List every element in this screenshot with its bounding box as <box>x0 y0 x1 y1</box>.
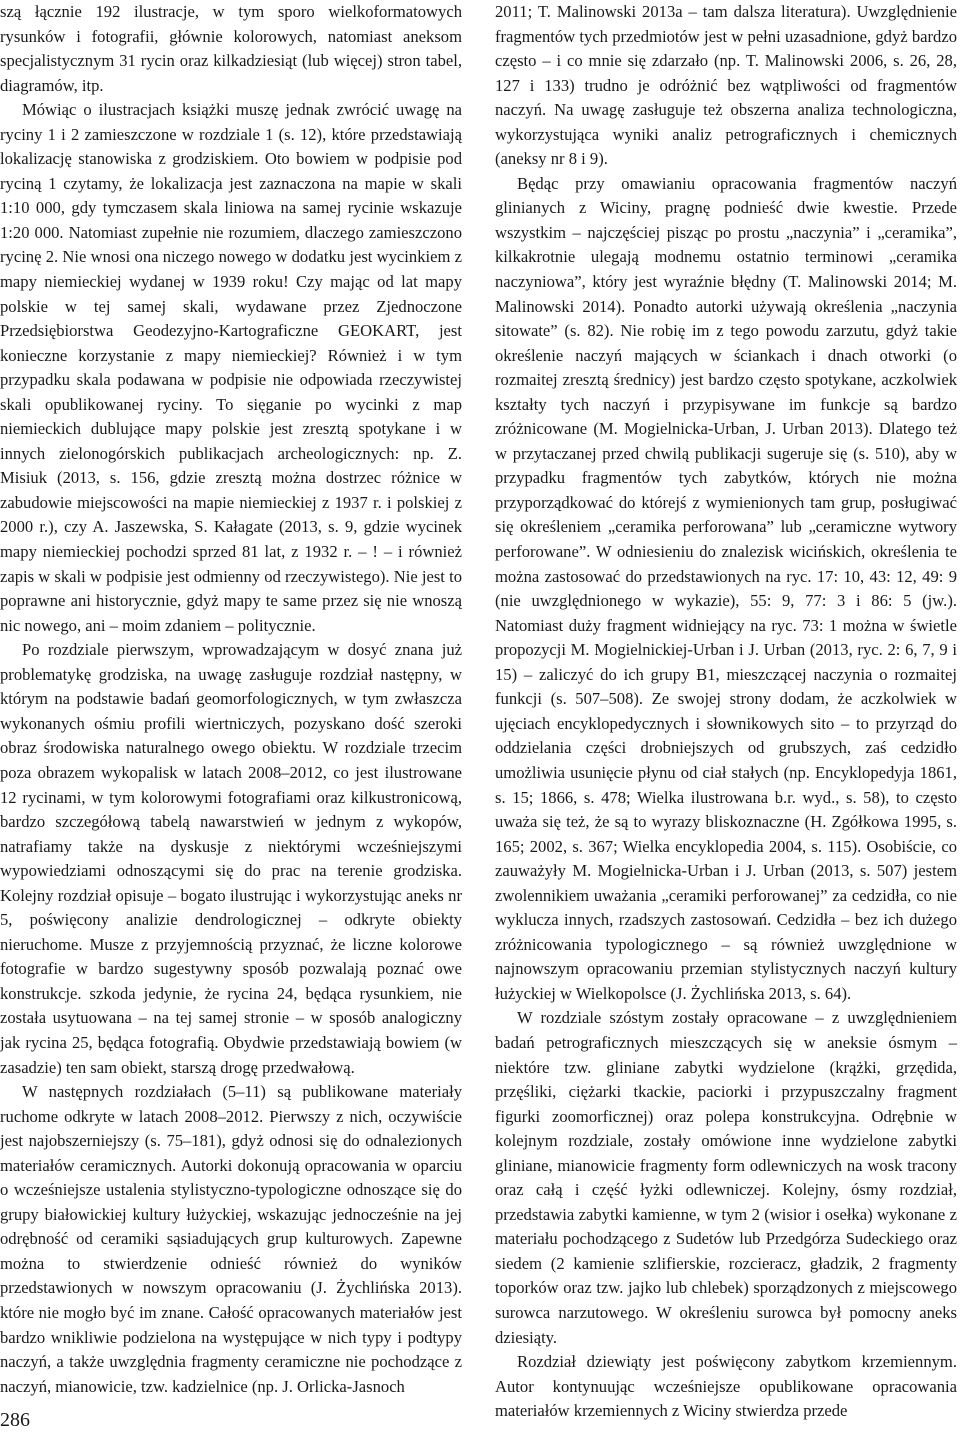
paragraph: szą łącznie 192 ilustracje, w tym sporo wielkoformatowych rysunków i fotografii, głównie kolorowych, natomiast aneksom specjalistycznym 31 rycin oraz kilkadziesiąt (lub więcej) stron tabel, diagramów, itp. <box>0 2 462 95</box>
paragraph: Mówiąc o ilustracjach książki muszę jednak zwrócić uwagę na ryciny 1 i 2 zamieszczone w rozdziale 1 (s. 12), które przedstawiają lokalizację stanowiska z grodziskiem. Oto bowiem w podpisie pod ryciną 1 czytamy, że lokalizacja jest zaznaczona na mapie w skali 1:10 000, gdy tymczasem skala liniowa na samej rycinie wskazuje 1:20 000. Natomiast zupełnie nie rozumiem, dlaczego zamieszczono rycinę 2. Nie wnosi ona niczego nowego w dodatku jest wycinkiem z mapy niemieckiej wydanej w 1939 roku! Czy mając od lat mapy polskie w tej samej skali, wydawane przez Zjednoczone Przedsiębiorstwa Geodezyjno-Kartograficzne GEOKART, jest konieczne korzystanie z mapy niemieckiej? Również i w tym przypadku skala podawana w podpisie nie odpowiada rzeczywistej skali opublikowanej ryciny. To sięganie po wycinki z map niemieckich dublujące mapy polskie jest zresztą spotykane i w innych zielonogórskich publikacjach archeologicznych: np. Z. Misiuk (2013, s. 156, gdzie zresztą można dostrzec różnice w zabudowie miejscowości na mapie niemieckiej z 1937 r. i polskiej z 2000 r.), czy A. Jaszewska, S. Kałagate (2013, s. 9, gdzie wycinek mapy niemieckiej pochodzi sprzed 81 lat, z 1932 r. – ! – i również zapis w skali w podpisie jest odmienny od rzeczywistego). Nie jest to poprawne ani historycznie, gdyż mapy te same przez się nie wnoszą nic nowego, ani – moim zdaniem – politycznie. <box>0 100 462 635</box>
paragraph: Po rozdziale pierwszym, wprowadzającym w dosyć znana już problematykę grodziska, na uwagę zasługuje rozdział następny, w którym na podstawie badań geomorfologicznych, w tym zwłaszcza wykonanych ośmiu profili wiertniczych, pozyskano dość szeroki obraz środowiska naturalnego owego obiektu. W rozdziale trzecim poza obrazem wykopalisk w latach 2008–2012, co jest ilustrowane 12 rycinami, w tym kolorowymi fotografiami oraz kilkustronicową, bardzo szczegółową tabelą nawarstwień w jednym z wykopów, natrafiamy także na dyskusje z niektórymi wcześniejszymi wypowiedziami odnoszącymi się do prac na terenie grodziska. Kolejny rozdział opisuje – bogato ilustrując i wykorzystując aneks nr 5, poświęcony analizie dendrologicznej – odkryte obiekty nieruchome. Musze z przyjemnością przyznać, że liczne kolorowe fotografie w bardzo sugestywny sposób pozwalają poznać owe konstrukcje. szkoda jedynie, że rycina 24, będąca rysunkiem, nie została usytuowana – na tej samej stronie – w sposób analogiczny jak rycina 25, będąca fotografią. Obydwie przedstawiają bowiem (w zasadzie) ten sam obiekt, starszą drogę przedwałową. <box>0 640 462 1077</box>
page-number: 286 <box>0 1409 30 1431</box>
right-text-column <box>495 0 957 1424</box>
paragraph: 2011; T. Malinowski 2013a – tam dalsza literatura). Uwzględnienie fragmentów tych przedmiotów jest w pełni uzasadnione, gdyż bardzo często – i co mnie się zdarzało (np. T. Malinowski 2006, s. 26, 28, 127 i 133) trudno je odróżnić bez wątpliwości od fragmentów naczyń. Na uwagę zasługuje też obszerna analiza technologiczna, wykorzystująca wyniki analiz petrograficznych i chemicznych (aneksy nr 8 i 9). <box>495 2 957 169</box>
paragraph: W następnych rozdziałach (5–11) są publikowane materiały ruchome odkryte w latach 2008–2012. Pierwszy z nich, oczywiście jest najobszerniejszy (s. 75–181), gdyż odnosi się do odnalezionych materiałów ceramicznych. Autorki dokonują opracowania w oparciu o wcześniejsze ustalenia stylistyczno-typologiczne odnoszące się do grupy białowickiej kultury łużyckiej, wskazując jednocześnie na jej odrębność od ceramiki sąsiadujących grup kulturowych. Zapewne można to stwierdzenie odnieść również do wyników przedstawionych w nowszym opracowaniu (J. Żychlińska 2013). które nie mogło być im znane. Całość opracowanych materiałów jest bardzo wnikliwie podzielona na występujące w nich typy i podtypy naczyń, a także uwzględnia fragmenty ceramiczne nie pochodzące z naczyń, mianowicie, tzw. kadzielnice (np. J. Orlicka-Jasnoch <box>0 1082 462 1396</box>
left-text-column <box>0 0 462 1399</box>
paragraph: Będąc przy omawianiu opracowania fragmentów naczyń glinianych z Wiciny, pragnę podnieść dwie kwestie. Przede wszystkim – najczęściej pisząc po prostu „naczynia” i „ceramika”, kilkakrotnie ulegają modnemu ostatnio terminowi „ceramika naczyniowa”, który jest wyraźnie błędny (T. Malinowski 2014; M. Malinowski 2014). Ponadto autorki używają określenia „naczynia sitowate” (s. 82). Nie robię im z tego powodu zarzutu, gdyż takie określenie naczyń mających w ściankach i dnach otworki (o rozmaitej zresztą średnicy) jest bardzo często spotykane, aczkolwiek kształty tych naczyń i przypisywane im funkcje są bardzo zróżnicowane (M. Mogielnicka-Urban, J. Urban 2013). Dlatego też w przytaczanej przed chwilą publikacji sugeruje się (s. 510), aby w przypadku fragmentów tych zabytków, których nie można przyporządkować do którejś z wymienionych tam grup, posługiwać się określeniem „ceramika perforowana” lub „ceramiczne wytwory perforowane”. W odniesieniu do znalezisk wicińskich, określenia te można zastosować do przedstawionych na ryc. 17: 10, 43: 12, 49: 9 (nie uwzględnionego w wykazie), 55: 9, 77: 3 i 86: 5 (jw.). Natomiast duży fragment widniejący na ryc. 73: 1 można w świetle propozycji M. Mogielnickiej-Urban i J. Urban (2013, ryc. 2: 6, 7, 9 i 15) – zaliczyć do ich grupy B1, mieszczącej naczynia o rozmaitej funkcji (s. 507–508). Ze swojej strony dodam, że aczkolwiek w ujęciach encyklopedycznych i słownikowych sito – to przyrząd do oddzielania części drobniejszych od grubszych, zaś cedzidło umożliwia usunięcie płynu od ciał stałych (np. Encyklopedyja 1861, s. 15; 1866, s. 478; Wielka ilustrowana b.r. wyd., s. 58), to często uważa się też, że są to wyrazy bliskoznaczne (H. Zgółkowa 1995, s. 165; 2002, s. 367; Wielka encyklopedia 2004, s. 115). Osobiście, co zauważyły M. Mogielnicka-Urban i J. Urban (2013, s. 507) jestem zwolennikiem uważania „ceramiki perforowanej” za cedzidła, co nie wyklucza innych, rzadszych zastosowań. Cedzidła – bez ich dużego zróżnicowania typologicznego – są również uwzględnione w najnowszym opracowaniu przemian stylistycznych naczyń kultury łużyckiej w Wielkopolsce (J. Żychlińska 2013, s. 64). <box>495 173 957 1003</box>
paragraph: Rozdział dziewiąty jest poświęcony zabytkom krzemiennym. Autor kontynuując wcześniejsze opublikowane opracowania materiałów krzemiennych z Wiciny stwierdza przede <box>495 1352 957 1421</box>
paragraph: W rozdziale szóstym zostały opracowane – z uwzględnieniem badań petrograficznych mieszczących się w aneksie ósmym – niektóre tzw. gliniane zabytki wydzielone (krążki, grzędida, przęśliki, ciężarki tkackie, paciorki i przypuszczalny fragment figurki zoomorficznej) oraz polepa konstrukcyjna. Odrębnie w kolejnym rozdziale, zostały omówione inne wydzielone zabytki gliniane, mianowicie fragmenty form odlewniczych na wosk tracony oraz całą i część łyżki odlewniczej. Kolejny, ósmy rozdział, przedstawia zabytki kamienne, w tym 2 (wisior i osełka) wykonane z materiału pochodzącego z Sudetów lub Przedgórza Sudeckiego oraz siedem (2 kamienie szlifierskie, rozcieracz, gładzik, 2 fragmenty toporków oraz tzw. jajko lub chlebek) sporządzonych z miejscowego surowca narzutowego. W określeniu surowca był pomocny aneks dziesiąty. <box>495 1008 957 1347</box>
